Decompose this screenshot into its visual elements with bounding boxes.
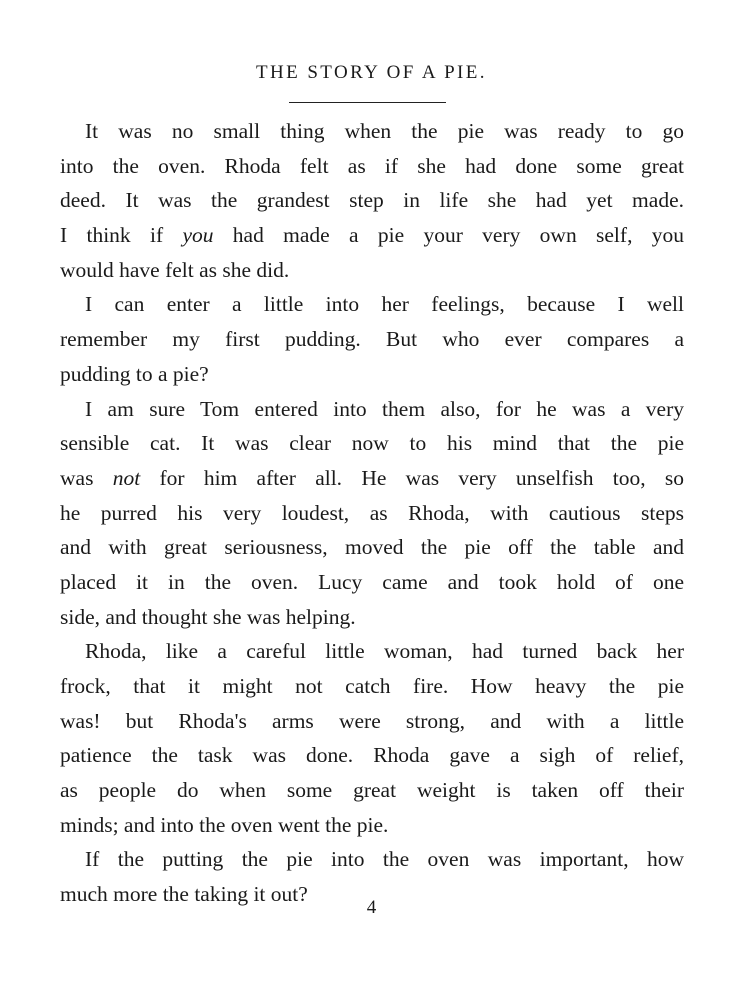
text-line: frock, that it might not catch fire. How heavy the pie	[60, 674, 684, 698]
text-line: remember my first pudding. But who ever compares a	[60, 327, 684, 352]
text-line: into the oven. Rhoda felt as if she had done some great	[60, 153, 684, 178]
header-rule	[289, 102, 446, 103]
text-line: pudding to a pie?	[60, 361, 209, 386]
line-text: for him after all. He was very unselfish too, so	[140, 465, 684, 490]
paragraph	[60, 392, 684, 635]
text-line: would have felt as she did.	[60, 257, 290, 282]
line-text: was	[60, 465, 113, 490]
text-line: side, and thought she was helping.	[60, 604, 356, 629]
text-line: as people do when some great weight is taken off their	[60, 778, 684, 803]
text-line: he purred his very loudest, as Rhoda, with cautious steps	[60, 500, 684, 525]
text-line: I am sure Tom entered into them also, for he was a very	[85, 396, 684, 421]
text-line: minds; and into the oven went the pie.	[60, 812, 389, 837]
text-line: patience the task was done. Rhoda gave a sigh of relief,	[60, 743, 684, 768]
text-line: sensible cat. It was clear now to his mind that the pie	[60, 431, 684, 456]
paragraph	[60, 634, 684, 842]
body-text	[60, 114, 684, 912]
paragraph	[60, 114, 684, 287]
text-line	[60, 218, 684, 253]
text-line	[60, 461, 684, 496]
page-number: 4	[366, 897, 377, 918]
text-line: was! but Rhoda's arms were strong, and with a little	[60, 708, 684, 733]
text-line: I can enter a little into her feelings, because I well	[85, 292, 684, 317]
text-line: It was no small thing when the pie was ready to go	[85, 119, 684, 143]
line-text: I think if	[60, 223, 183, 248]
line-text: had made a pie your very own self, you	[213, 223, 685, 248]
paragraph	[60, 287, 684, 391]
text-line: deed. It was the grandest step in life she had yet made.	[60, 188, 684, 213]
emphasis: you	[182, 223, 214, 248]
text-line: Rhoda, like a careful little woman, had turned back her	[85, 639, 684, 664]
emphasis: not	[112, 465, 141, 490]
text-line: and with great seriousness, moved the pie off the table and	[60, 535, 684, 560]
text-line: If the putting the pie into the oven was important, how	[85, 847, 684, 872]
text-line: placed it in the oven. Lucy came and took hold of one	[60, 569, 684, 594]
text-line: much more the taking it out?	[60, 882, 308, 907]
running-head: THE STORY OF A PIE.	[256, 62, 487, 83]
